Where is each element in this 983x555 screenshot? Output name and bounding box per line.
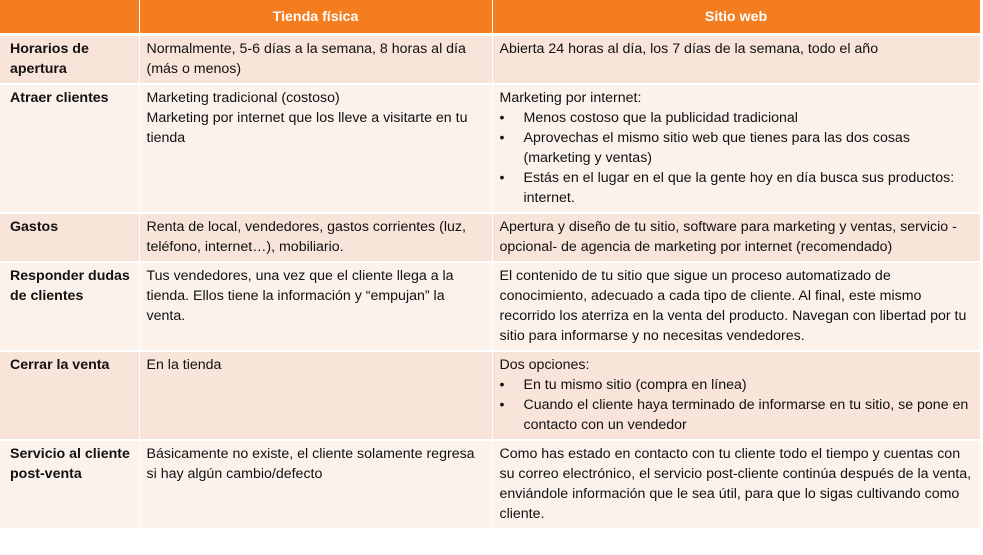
web-text: El contenido de tu sitio que sigue un proceso automatizado de conocimiento, adecuado a cada tipo de cliente. Al final, este mismo recorrido los aterriza en la venta del producto. Navegan con libertad por tu sitio para informarse y no necesitas vendedores. bbox=[499, 268, 967, 344]
web-text: Abierta 24 horas al día, los 7 días de la semana, todo el año bbox=[499, 41, 879, 57]
list-item: • Estás en el lugar en el que la gente hoy en día busca sus productos: internet. bbox=[499, 170, 955, 206]
web-cell bbox=[492, 84, 980, 213]
store-text: Renta de local, vendedores, gastos corrientes (luz, teléfono, internet…), mobiliario. bbox=[146, 219, 466, 255]
web-bullet-list bbox=[500, 108, 973, 208]
table-row bbox=[0, 213, 980, 262]
table-row bbox=[0, 440, 980, 529]
row-label: Cerrar la venta bbox=[0, 351, 139, 440]
list-item: • Aprovechas el mismo sitio web que tienes para las dos cosas (marketing y ventas) bbox=[499, 130, 910, 166]
row-label: Servicio al cliente post-venta bbox=[0, 440, 139, 529]
header-web: Sitio web bbox=[492, 0, 980, 35]
table-row bbox=[0, 351, 980, 440]
row-label: Horarios de apertura bbox=[0, 35, 139, 85]
store-text: En la tienda bbox=[146, 357, 222, 373]
store-cell bbox=[139, 213, 492, 262]
web-cell bbox=[492, 213, 980, 262]
row-label: Responder dudas de clientes bbox=[0, 262, 139, 351]
bullet-icon: • bbox=[499, 377, 505, 393]
store-cell bbox=[139, 262, 492, 351]
web-cell bbox=[492, 262, 980, 351]
store-cell bbox=[139, 351, 492, 440]
web-cell bbox=[492, 35, 980, 85]
list-item: • Cuando el cliente haya terminado de informarse en tu sitio, se pone en contacto con un vendedor bbox=[499, 397, 969, 433]
web-text: Marketing por internet: bbox=[499, 90, 642, 106]
web-cell bbox=[492, 351, 980, 440]
store-cell bbox=[139, 35, 492, 85]
table-row bbox=[0, 35, 980, 85]
store-text: Marketing tradicional (costoso) bbox=[146, 90, 340, 106]
bullet-icon: • bbox=[499, 130, 505, 146]
header-corner bbox=[0, 0, 139, 35]
table-row bbox=[0, 84, 980, 213]
store-cell bbox=[139, 440, 492, 529]
store-text: Normalmente, 5-6 días a la semana, 8 horas al día (más o menos) bbox=[146, 41, 466, 77]
list-item: • Menos costoso que la publicidad tradicional bbox=[499, 110, 798, 126]
list-item: • En tu mismo sitio (compra en línea) bbox=[499, 377, 747, 393]
web-text: Apertura y diseño de tu sitio, software para marketing y ventas, servicio -opcional- de agencia de marketing por internet (recomendado) bbox=[499, 219, 957, 255]
web-bullet-list bbox=[500, 375, 973, 435]
store-text: Tus vendedores, una vez que el cliente llega a la tienda. Ellos tiene la información y “empujan” la venta. bbox=[146, 268, 454, 324]
row-label: Gastos bbox=[0, 213, 139, 262]
store-cell bbox=[139, 84, 492, 213]
bullet-icon: • bbox=[499, 397, 505, 413]
bullet-icon: • bbox=[499, 170, 505, 186]
store-text: Básicamente no existe, el cliente solamente regresa si hay algún cambio/defecto bbox=[146, 446, 475, 482]
web-cell bbox=[492, 440, 980, 529]
store-text: Marketing por internet que los lleve a visitarte en tu tienda bbox=[146, 110, 468, 146]
web-text: Como has estado en contacto con tu cliente todo el tiempo y cuentas con su correo electrónico, el servicio post-cliente continúa después de la venta, enviándole información que le sea útil, para que lo sigas cultivando como cliente. bbox=[499, 446, 972, 522]
bullet-icon: • bbox=[499, 110, 505, 126]
header-row bbox=[0, 0, 980, 35]
table-row bbox=[0, 262, 980, 351]
web-text: Dos opciones: bbox=[499, 357, 590, 373]
row-label: Atraer clientes bbox=[0, 84, 139, 213]
header-store: Tienda física bbox=[139, 0, 492, 35]
